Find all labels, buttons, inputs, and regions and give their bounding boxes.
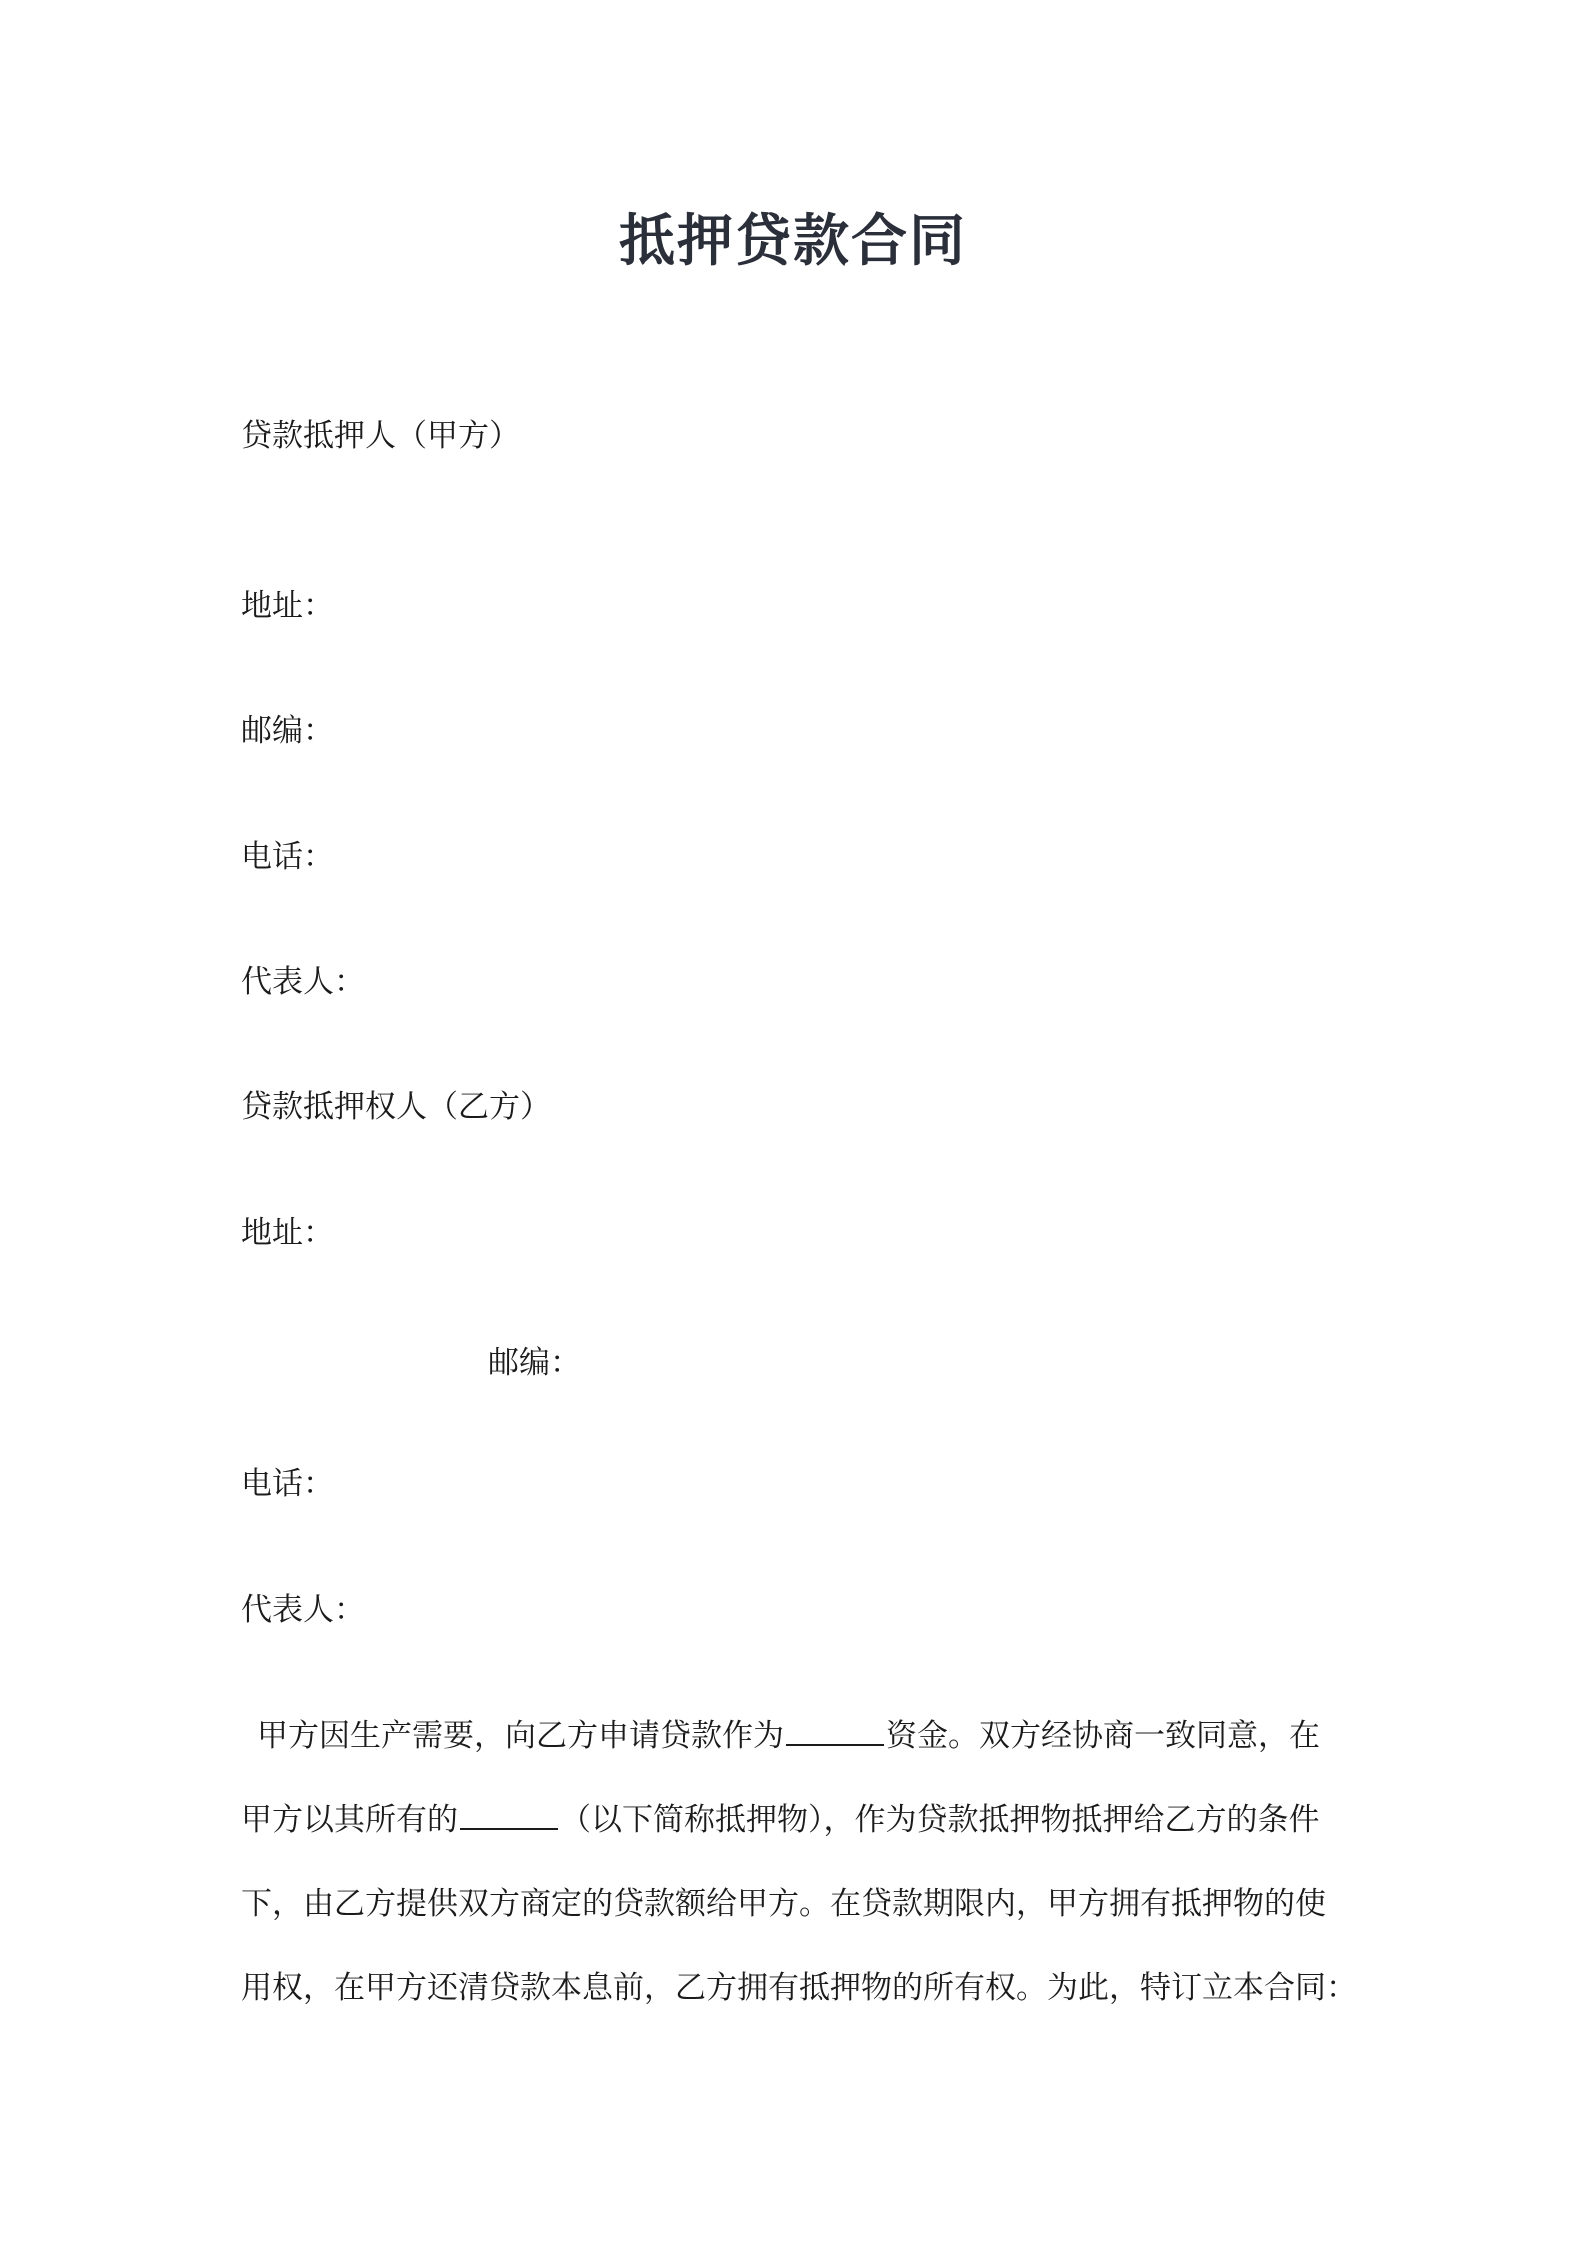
preamble-line-3: 下，由乙方提供双方商定的贷款额给甲方。在贷款期限内，甲方拥有抵押物的使 <box>241 1886 1326 1922</box>
preamble-line-2-part-a: 甲方以其所有的 <box>241 1802 458 1838</box>
preamble-line-1-part-a: 甲方因生产需要，向乙方申请贷款作为 <box>257 1718 784 1754</box>
party-a-heading: 贷款抵押人（甲方） <box>241 418 520 454</box>
fund-purpose-blank <box>786 1720 884 1746</box>
preamble-line-1 <box>241 1694 1361 1778</box>
preamble-line-4: 用权，在甲方还清贷款本息前，乙方拥有抵押物的所有权。为此，特订立本合同： <box>241 1970 1357 2006</box>
preamble-line-2-part-b: （以下简称抵押物），作为贷款抵押物抵押给乙方的条件 <box>560 1802 1320 1838</box>
collateral-blank <box>460 1804 558 1830</box>
document-title: 抵押贷款合同 <box>619 209 967 274</box>
preamble-line-1-part-b: 资金。双方经协商一致同意，在 <box>886 1718 1320 1754</box>
party-b-phone-label: 电话： <box>241 1466 334 1502</box>
party-b-address-label: 地址： <box>241 1215 334 1251</box>
party-a-representative-label: 代表人： <box>241 964 365 1000</box>
party-a-address-label: 地址： <box>241 588 334 624</box>
party-b-postcode-label: 邮编： <box>488 1345 581 1381</box>
party-b-heading: 贷款抵押权人（乙方） <box>241 1089 551 1125</box>
preamble-line-2 <box>241 1778 1361 1862</box>
party-a-phone-label: 电话： <box>241 839 334 875</box>
party-b-representative-label: 代表人： <box>241 1592 365 1628</box>
preamble-paragraph <box>241 1694 1361 2030</box>
party-a-postcode-label: 邮编： <box>241 713 334 749</box>
